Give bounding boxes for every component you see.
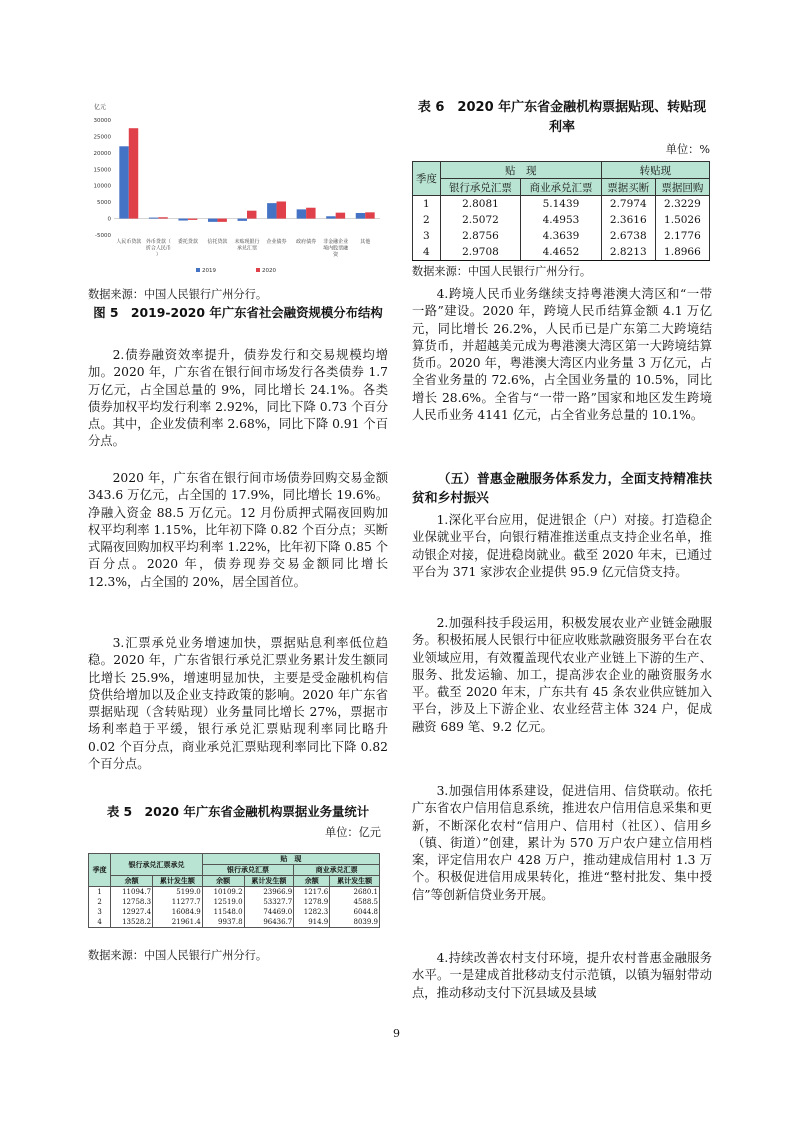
table5-caption: 表 5 2020 年广东省金融机构票据业务量统计 (106, 804, 370, 819)
table6-unit: 单位：% (665, 143, 710, 156)
t5-cell: 4588.5 (330, 897, 380, 907)
y-tick-label: 0 (107, 216, 111, 223)
y-tick-label: 25000 (93, 134, 111, 141)
t5-h-quarter: 季度 (89, 854, 111, 887)
bar-2020-4 (247, 211, 256, 219)
t6-cell: 5.1439 (521, 196, 602, 213)
t5-cell: 12927.4 (111, 907, 153, 917)
t6-cell: 1.8966 (655, 244, 709, 261)
table6-source: 数据来源：中国人民银行广州分行。 (412, 265, 592, 278)
t5-cell: 16084.9 (153, 907, 203, 917)
legend-swatch-2020 (256, 268, 260, 272)
t5-cell: 53327.7 (244, 897, 294, 907)
fig5-source: 数据来源：中国人民银行广州分行。 (88, 288, 268, 301)
bar-2019-6 (297, 209, 306, 218)
t6-h-discount: 贴 现 (440, 162, 601, 179)
table-row (89, 897, 380, 907)
bar-2019-5 (267, 203, 276, 218)
t6-cell: 2.8213 (601, 244, 655, 261)
t5-cell: 9937.8 (202, 917, 244, 928)
t6-cell: 4.4953 (521, 212, 602, 228)
bar-2020-5 (277, 201, 286, 218)
t6-h-comm-bill: 商业承兑汇票 (521, 179, 602, 196)
y-tick-label: 5000 (97, 200, 111, 207)
t5-cell: 2680.1 (330, 887, 380, 898)
t6-cell: 1.5026 (655, 212, 709, 228)
y-tick-label: -5000 (95, 233, 111, 239)
t6-cell: 2.6738 (601, 228, 655, 244)
t6-h-bank-bill: 银行承兑汇票 (440, 179, 521, 196)
bar-2020-8 (365, 212, 374, 218)
t6-cell: 4.4652 (521, 244, 602, 261)
x-tick-label: 未贴现银行承兑汇票 (234, 239, 260, 252)
bar-2019-0 (119, 146, 128, 218)
legend-label-2020: 2020 (262, 268, 276, 274)
left-para-1: 2.债券融资效率提升，债券发行和交易规模均增加。2020 年，广东省在银行间市场发行各类债券 1.7 万亿元，占全国总量的 9%，同比增长 24.1%。各类债券加权平均发行利率 2.92%，同比下降 0.73 个百分点。其中，企业发债利率 2.68%，同比下降 0.91 个百分点。 (88, 348, 388, 449)
t6-cell: 3 (413, 228, 441, 244)
t5-cell: 3 (89, 907, 111, 917)
x-tick-label: 企业债券 (266, 239, 287, 245)
t6-cell: 2.9708 (440, 244, 521, 261)
x-tick-label: 人民币贷款 (116, 239, 142, 245)
right-para-q2: 2.加强科技手段运用，积极发展农业产业链金融服务。积极拓展人民银行中征应收账款融资服务平台在农业领域应用，有效覆盖现代农业产业链上下游的生产、服务、批发运输、加工，提高涉农企业的融资服务水平。截至 2020 年末，广东共有 45 条农业供应链加入平台，涉及上下游企业、农业经营主体 324 户，促成融资 689 笔、9.2 亿元。 (412, 616, 712, 734)
y-tick-label: 10000 (93, 183, 111, 190)
bar-2019-7 (326, 216, 335, 218)
table-row (413, 212, 710, 228)
t5-cell: 11277.7 (153, 897, 203, 907)
x-tick-label: 非金融企业境内股票融资 (323, 239, 349, 258)
t5-h-discount: 贴 现 (202, 854, 379, 865)
table-row (413, 228, 710, 244)
t5-cell: 1282.3 (294, 907, 330, 917)
x-tick-label: 政府债券 (296, 239, 317, 245)
t6-cell: 2.3616 (601, 212, 655, 228)
t5-cell: 96436.7 (244, 917, 294, 928)
t5-cell: 6044.8 (330, 907, 380, 917)
t5-cell: 8039.9 (330, 917, 380, 928)
t6-cell: 2.7974 (601, 196, 655, 213)
table-row (89, 887, 380, 898)
t5-h-bank-bill: 银行承兑汇票 (202, 865, 294, 876)
bar-2020-0 (129, 128, 138, 218)
t5-cell: 1278.9 (294, 897, 330, 907)
fig5-bar-chart (88, 100, 388, 280)
x-tick-label: 其他 (360, 239, 371, 245)
bar-2019-4 (238, 219, 247, 221)
section-heading-5: （五）普惠金融服务体系发力，全面支持精准扶贫和乡村振兴 (412, 472, 712, 506)
t5-cell: 914.9 (294, 917, 330, 928)
t5-cell: 13528.2 (111, 917, 153, 928)
t5-h-balance: 余额 (202, 876, 244, 887)
t5-cell: 1217.6 (294, 887, 330, 898)
bar-2019-3 (208, 219, 217, 222)
t6-cell: 2.5072 (440, 212, 521, 228)
legend-swatch-2019 (196, 268, 200, 272)
legend-label-2019: 2019 (202, 268, 216, 274)
t5-cell: 11548.0 (202, 907, 244, 917)
table6 (412, 161, 710, 261)
table5 (88, 853, 380, 928)
t6-h-quarter: 季度 (413, 162, 441, 196)
t5-cell: 21961.4 (153, 917, 203, 928)
t6-h-buyout: 票据买断 (601, 179, 655, 196)
table6-caption: 表 6 2020 年广东省金融机构票据贴现、转贴现利率 (417, 100, 707, 135)
right-para-4: 4.跨境人民币业务继续支持粤港澳大湾区和“一带一路”建设。2020 年，跨境人民币结算金额 4.1 万亿元，同比增长 26.2%，人民币已是广东第二大跨境结算货币，并超越美元成为粤港澳大湾区第一大跨境结算货币。2020 年，粤港澳大湾区内业务量 3 万亿元，占全省业务量的 72.6%，占全国业务量的 10.5%，同比增长 28.6%。全省与“一带一路”国家和地区发生跨境人民币业务 4141 亿元，占全省业务总量的 10.1%。 (412, 287, 712, 423)
bar-2019-2 (178, 219, 187, 221)
x-tick-label: 外币贷款（折合人民币） (145, 239, 171, 258)
t6-cell: 2.1776 (655, 228, 709, 244)
table5-unit: 单位：亿元 (325, 826, 381, 839)
t6-cell: 4.3639 (521, 228, 602, 244)
bar-2020-6 (306, 208, 315, 219)
t6-h-repo: 票据回购 (655, 179, 709, 196)
left-para-2: 2020 年，广东省在银行间市场债券回购交易金额 343.6 万亿元，占全国的 17.9%，同比增长 19.6%。净融入资金 88.5 万亿元。12 月份质押式隔夜回购加权平均利率 1.15%，比年初下降 0.82 个百分点；买断式隔夜回购加权平均利率 1.22%，比年初下降 0.85 个百分点。2020 年，债券现券交易金额同比增长 12.3%，占全国的 20%，居全国首位。 (88, 471, 388, 589)
table-row (413, 196, 710, 213)
t5-cell: 11094.7 (111, 887, 153, 898)
t5-h-comm-bill: 商业承兑汇票 (294, 865, 380, 876)
t6-cell: 2.8081 (440, 196, 521, 213)
t6-h-rediscount: 转贴现 (601, 162, 709, 179)
t5-cell: 23966.9 (244, 887, 294, 898)
table-row (89, 907, 380, 917)
t5-cell: 10109.2 (202, 887, 244, 898)
y-tick-label: 20000 (93, 150, 111, 157)
t5-cell: 5199.0 (153, 887, 203, 898)
bar-2019-8 (356, 213, 365, 219)
right-para-q3: 3.加强信用体系建设，促进信用、信贷联动。依托广东省农户信用信息系统，推进农户信用信息采集和更新，不断深化农村“信用户、信用村（社区）、信用乡（镇、街道）”创建，累计为 570 万户农户建立信用档案，评定信用农户 428 万户，推动建成信用村 1.3 万个。积极促进信用成果转化，推进“整村批发、集中授信”等创新信贷业务开展。 (412, 784, 712, 902)
page-number: 9 (393, 1027, 400, 1040)
table5-source: 数据来源：中国人民银行广州分行。 (88, 949, 268, 962)
bar-2020-1 (158, 217, 167, 218)
bar-2019-1 (149, 218, 158, 219)
t5-cell: 2 (89, 897, 111, 907)
y-tick-label: 15000 (93, 167, 111, 174)
t5-h-cum: 累计发生额 (244, 876, 294, 887)
t6-cell: 4 (413, 244, 441, 261)
t5-h-balance: 余额 (294, 876, 330, 887)
t5-h-balance: 余额 (111, 876, 153, 887)
t5-cell: 74469.0 (244, 907, 294, 917)
t6-cell: 2 (413, 212, 441, 228)
t5-cell: 1 (89, 887, 111, 898)
t5-cell: 12758.3 (111, 897, 153, 907)
t5-cell: 4 (89, 917, 111, 928)
t6-cell: 2.8756 (440, 228, 521, 244)
t5-cell: 12519.0 (202, 897, 244, 907)
y-axis-unit-label: 亿元 (94, 104, 107, 111)
left-para-3: 3.汇票承兑业务增速加快，票据贴息利率低位趋稳。2020 年，广东省银行承兑汇票业务累计发生额同比增长 25.9%，增速明显加快，主要是受金融机构信贷供给增加以及企业支持政策的影响。2020 年广东省票据贴现（含转贴现）业务量同比增长 27%，票据市场利率趋于平缓，银行承兑汇票贴现利率同比略升 0.02 个百分点，商业承兑汇票贴现利率同比下降 0.82 个百分点。 (88, 636, 388, 772)
t6-cell: 1 (413, 196, 441, 213)
t5-h-cum: 累计发生额 (330, 876, 380, 887)
t6-cell: 2.3229 (655, 196, 709, 213)
bar-2020-2 (188, 219, 197, 220)
bar-2020-3 (217, 219, 226, 222)
table-row (89, 917, 380, 928)
x-tick-label: 信托贷款 (207, 239, 228, 245)
t5-h-bank-accept: 银行承兑汇票承兑 (111, 854, 203, 876)
right-para-q4: 4.持续改善农村支付环境，提升农村普惠金融服务水平。一是建成首批移动支付示范镇，以镇为辐射带动点，推动移动支付下沉县域及县域 (412, 951, 712, 1000)
bar-2020-7 (336, 213, 345, 219)
y-tick-label: 30000 (93, 118, 111, 124)
table-row (413, 244, 710, 261)
right-para-q1: 1.深化平台应用，促进银企（户）对接。打造稳企业保就业平台，向银行精准推送重点支持企业名单，推动银企对接，促进稳岗就业。截至 2020 年末，已通过平台为 371 家涉农企业提供 95.9 亿元信贷支持。 (412, 513, 712, 579)
t5-h-cum: 累计发生额 (153, 876, 203, 887)
x-tick-label: 委托贷款 (177, 239, 198, 245)
fig5-caption: 图 5 2019-2020 年广东省社会融资规模分布结构 (93, 305, 383, 320)
